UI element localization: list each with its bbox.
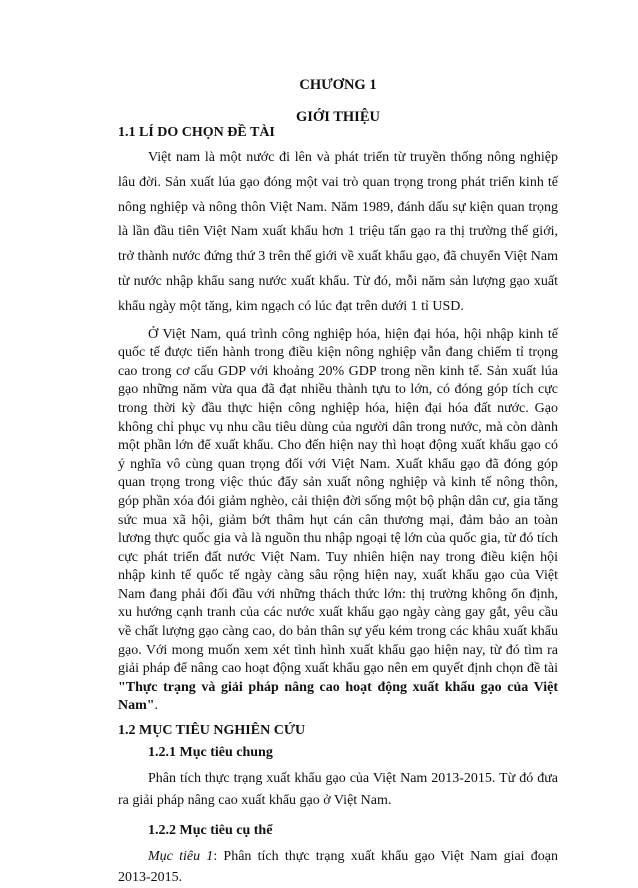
paragraph-general-goal: Phân tích thực trạng xuất khẩu gạo của Việt Nam 2013-2015. Từ đó đưa ra giải pháp nâng cao xuất khẩu gạo ở Việt Nam. [118,771,558,809]
paragraph-goal-1 [118,846,558,888]
chapter-title: GIỚI THIỆU [296,109,380,125]
chapter-number: CHƯƠNG 1 [299,77,377,93]
topic-title: "Thực trạng và giải pháp nâng cao hoạt động xuất khẩu gạo của Việt Nam" [118,679,558,714]
section-heading-1-1: 1.1 LÍ DO CHỌN ĐỀ TÀI [118,125,275,140]
goal-1-label: Mục tiêu 1 [148,849,214,865]
document-body [118,124,558,888]
subsection-heading-1-2-1: 1.2.1 Mục tiêu chung [148,745,273,761]
subsection-heading-1-2-2: 1.2.2 Mục tiêu cụ thể [148,823,273,839]
paragraph-2 [118,326,558,716]
paragraph-2-text: Ở Việt Nam, quá trình công nghiệp hóa, hiện đại hóa, hội nhập kinh tế quốc tế được tiến hành trong điều kiện nông nghiệp vẫn đang chiếm tỉ trọng cao trong cơ cấu GDP với khoảng 20% GDP trong nền kinh tế. Sản xuất lúa gạo những năm vừa qua đã đạt nhiều thành tựu to lớn, có đóng góp tích cực trong thời kỳ đầu thực hiện công nghiệp hóa, hiện đại hóa đất nước. Gạo không chỉ phục vụ nhu cầu tiêu dùng của người dân trong nước, mà còn dành một phần lớn để xuất khẩu. Cho đến hiện nay thì hoạt động xuất khẩu gạo có ý nghĩa vô cùng quan trọng đối với Việt Nam. Xuất khẩu gạo đã đóng góp quan trọng trong việc thúc đẩy sản xuất nông nghiệp và kinh tế nông thôn, góp phần xóa đói giảm nghèo, cải thiện đời sống một bộ phận dân cư, gia tăng sức mua xã hội, giảm bớt thâm hụt cán cân thương mại, đảm bảo an toàn lương thực quốc gia và là nguồn thu nhập ngoại tệ lớn của quốc gia, từ đó tích cực phát triển đất nước Việt Nam. Tuy nhiên hiện nay trong điều kiện hội nhập kinh tế quốc tế ngày càng sâu rộng hiện nay, xuất khẩu gạo của Việt Nam đang phải đối đầu với những thách thức lớn: thị trường không ổn định, xu hướng cạnh tranh của các nước xuất khẩu gạo ngày càng gay gắt, yêu cầu về chất lượng gạo càng cao, do bản thân sự yếu kém trong các khâu xuất khẩu gạo. Với mong muốn xem xét tình hình xuất khẩu gạo hiện nay, từ đó tìm ra giải pháp để nâng cao hoạt động xuất khẩu gạo nên em quyết định chọn đề tài [118,326,558,677]
chapter-header [118,74,558,128]
goal-1-text: : Phân tích thực trạng xuất khẩu gạo Việt Nam giai đoạn 2013-2015. [118,849,558,886]
section-heading-1-2: 1.2 MỤC TIÊU NGHIÊN CỨU [118,723,306,739]
paragraph-1: Việt nam là một nước đi lên và phát triển từ truyền thống nông nghiệp lâu đời. Sản xuất lúa gạo đóng một vai trò quan trọng trong phát triển kinh tế nông nghiệp và nông thôn Việt Nam. Năm 1989, đánh dấu sự kiện quan trọng là lần đầu tiên Việt Nam xuất khẩu hơn 1 triệu tấn gạo ra thị trường thế giới, trở thành nước đứng thứ 3 trên thế giới về xuất khẩu gạo, đã chuyển Việt Nam từ nước nhập khẩu sang nước xuất khẩu. Từ đó, mỗi năm sản lượng gạo xuất khẩu ngày một tăng, kim ngạch có lúc đạt trên dưới 1 tỉ USD. [118,150,558,314]
paragraph-2-end: . [154,698,159,714]
